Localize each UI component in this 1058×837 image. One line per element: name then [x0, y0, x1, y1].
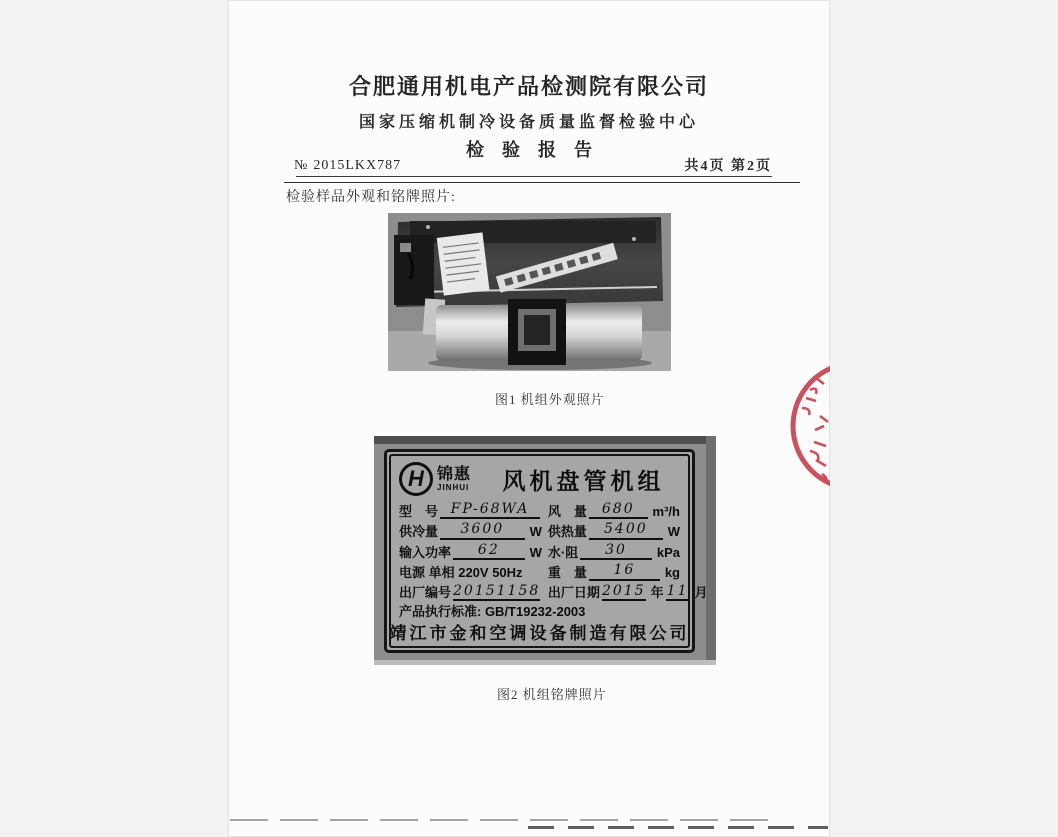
brand-logo [399, 462, 487, 496]
water-resistance-value: 30 [580, 543, 652, 560]
heating-value: 5400 [589, 522, 663, 539]
heating-unit: W [667, 524, 680, 540]
cooling-label: 供冷量 [399, 524, 439, 540]
airflow-unit: m³/h [652, 503, 680, 519]
cooling-unit: W [529, 524, 542, 540]
model-label: 型 号 [399, 503, 439, 519]
date-label: 出厂日期 [547, 585, 600, 601]
manufacturer-name: 靖江市金和空调设备制造有限公司 [389, 624, 690, 643]
serial-label: 出厂编号 [399, 585, 452, 601]
weight-unit: kg [664, 564, 680, 580]
weight-value: 16 [589, 563, 660, 580]
page-count: 共4页 第2页 [684, 159, 772, 174]
scan-artifact-line [528, 826, 828, 829]
water-resistance-label: 水·阻 [547, 544, 579, 560]
photo-edge-shadow [374, 436, 716, 444]
nameplate-frame [384, 449, 708, 653]
power-label: 输入功率 [399, 544, 452, 560]
power-unit: W [529, 544, 542, 560]
spec-row-model-airflow [399, 499, 680, 519]
product-standard: 产品执行标准: GB/T19232-2003 [399, 603, 586, 619]
spec-row-power-water [399, 540, 680, 560]
header-rule [284, 182, 800, 183]
weight-label: 重 量 [547, 564, 587, 580]
section-label: 检验样品外观和铭牌照片: [286, 190, 456, 205]
date-month-value: 11 [666, 584, 690, 601]
scan-artifact-line [230, 819, 770, 821]
brand-name-cn: 锦惠 [437, 465, 472, 483]
report-number: 2015LKX787 [313, 158, 402, 173]
year-suffix: 年 [650, 585, 664, 601]
red-seal-graphic [780, 356, 830, 498]
numero-symbol: № [294, 158, 308, 173]
spec-row-cooling-heating [399, 519, 680, 539]
airflow-value: 680 [589, 502, 648, 519]
power-value: 62 [453, 543, 525, 560]
month-suffix: 月 [694, 585, 708, 601]
org-name: 合肥通用机电产品检测院有限公司 [348, 74, 709, 99]
brand-name-en: JINHUI [437, 482, 470, 492]
date-year-value: 2015 [602, 584, 646, 601]
report-number-underline [296, 176, 772, 177]
red-seal-stamp [780, 356, 830, 498]
cooling-value: 3600 [440, 522, 525, 539]
unit-photo-graphic [388, 213, 671, 371]
model-value: FP-68WA [440, 502, 540, 519]
spec-row-supply-weight [399, 560, 680, 580]
nameplate-title: 风机盘管机组 [502, 467, 665, 494]
water-resistance-unit: kPa [656, 544, 680, 560]
spec-row-serial-date [399, 581, 708, 601]
nameplate-header [399, 460, 680, 499]
heating-label: 供热量 [547, 524, 587, 540]
report-title: 检验报告 [466, 140, 610, 160]
airflow-label: 风 量 [547, 503, 587, 519]
unit-photo [388, 213, 671, 371]
figure2-caption: 图2 机组铭牌照片 [497, 687, 607, 702]
photo-edge-shadow [374, 660, 716, 665]
brand-logo-icon: H [399, 462, 433, 496]
nameplate-photo [374, 436, 716, 665]
power-supply-label: 电源 单相 220V 50Hz [399, 564, 523, 580]
nameplate [389, 454, 708, 648]
report-page [228, 0, 830, 837]
serial-value: 20151158 [453, 584, 540, 601]
inspection-center-name: 国家压缩机制冷设备质量监督检验中心 [358, 114, 699, 131]
figure1-caption: 图1 机组外观照片 [495, 392, 605, 407]
report-number-row [294, 158, 401, 174]
photo-edge-shadow [706, 436, 716, 665]
